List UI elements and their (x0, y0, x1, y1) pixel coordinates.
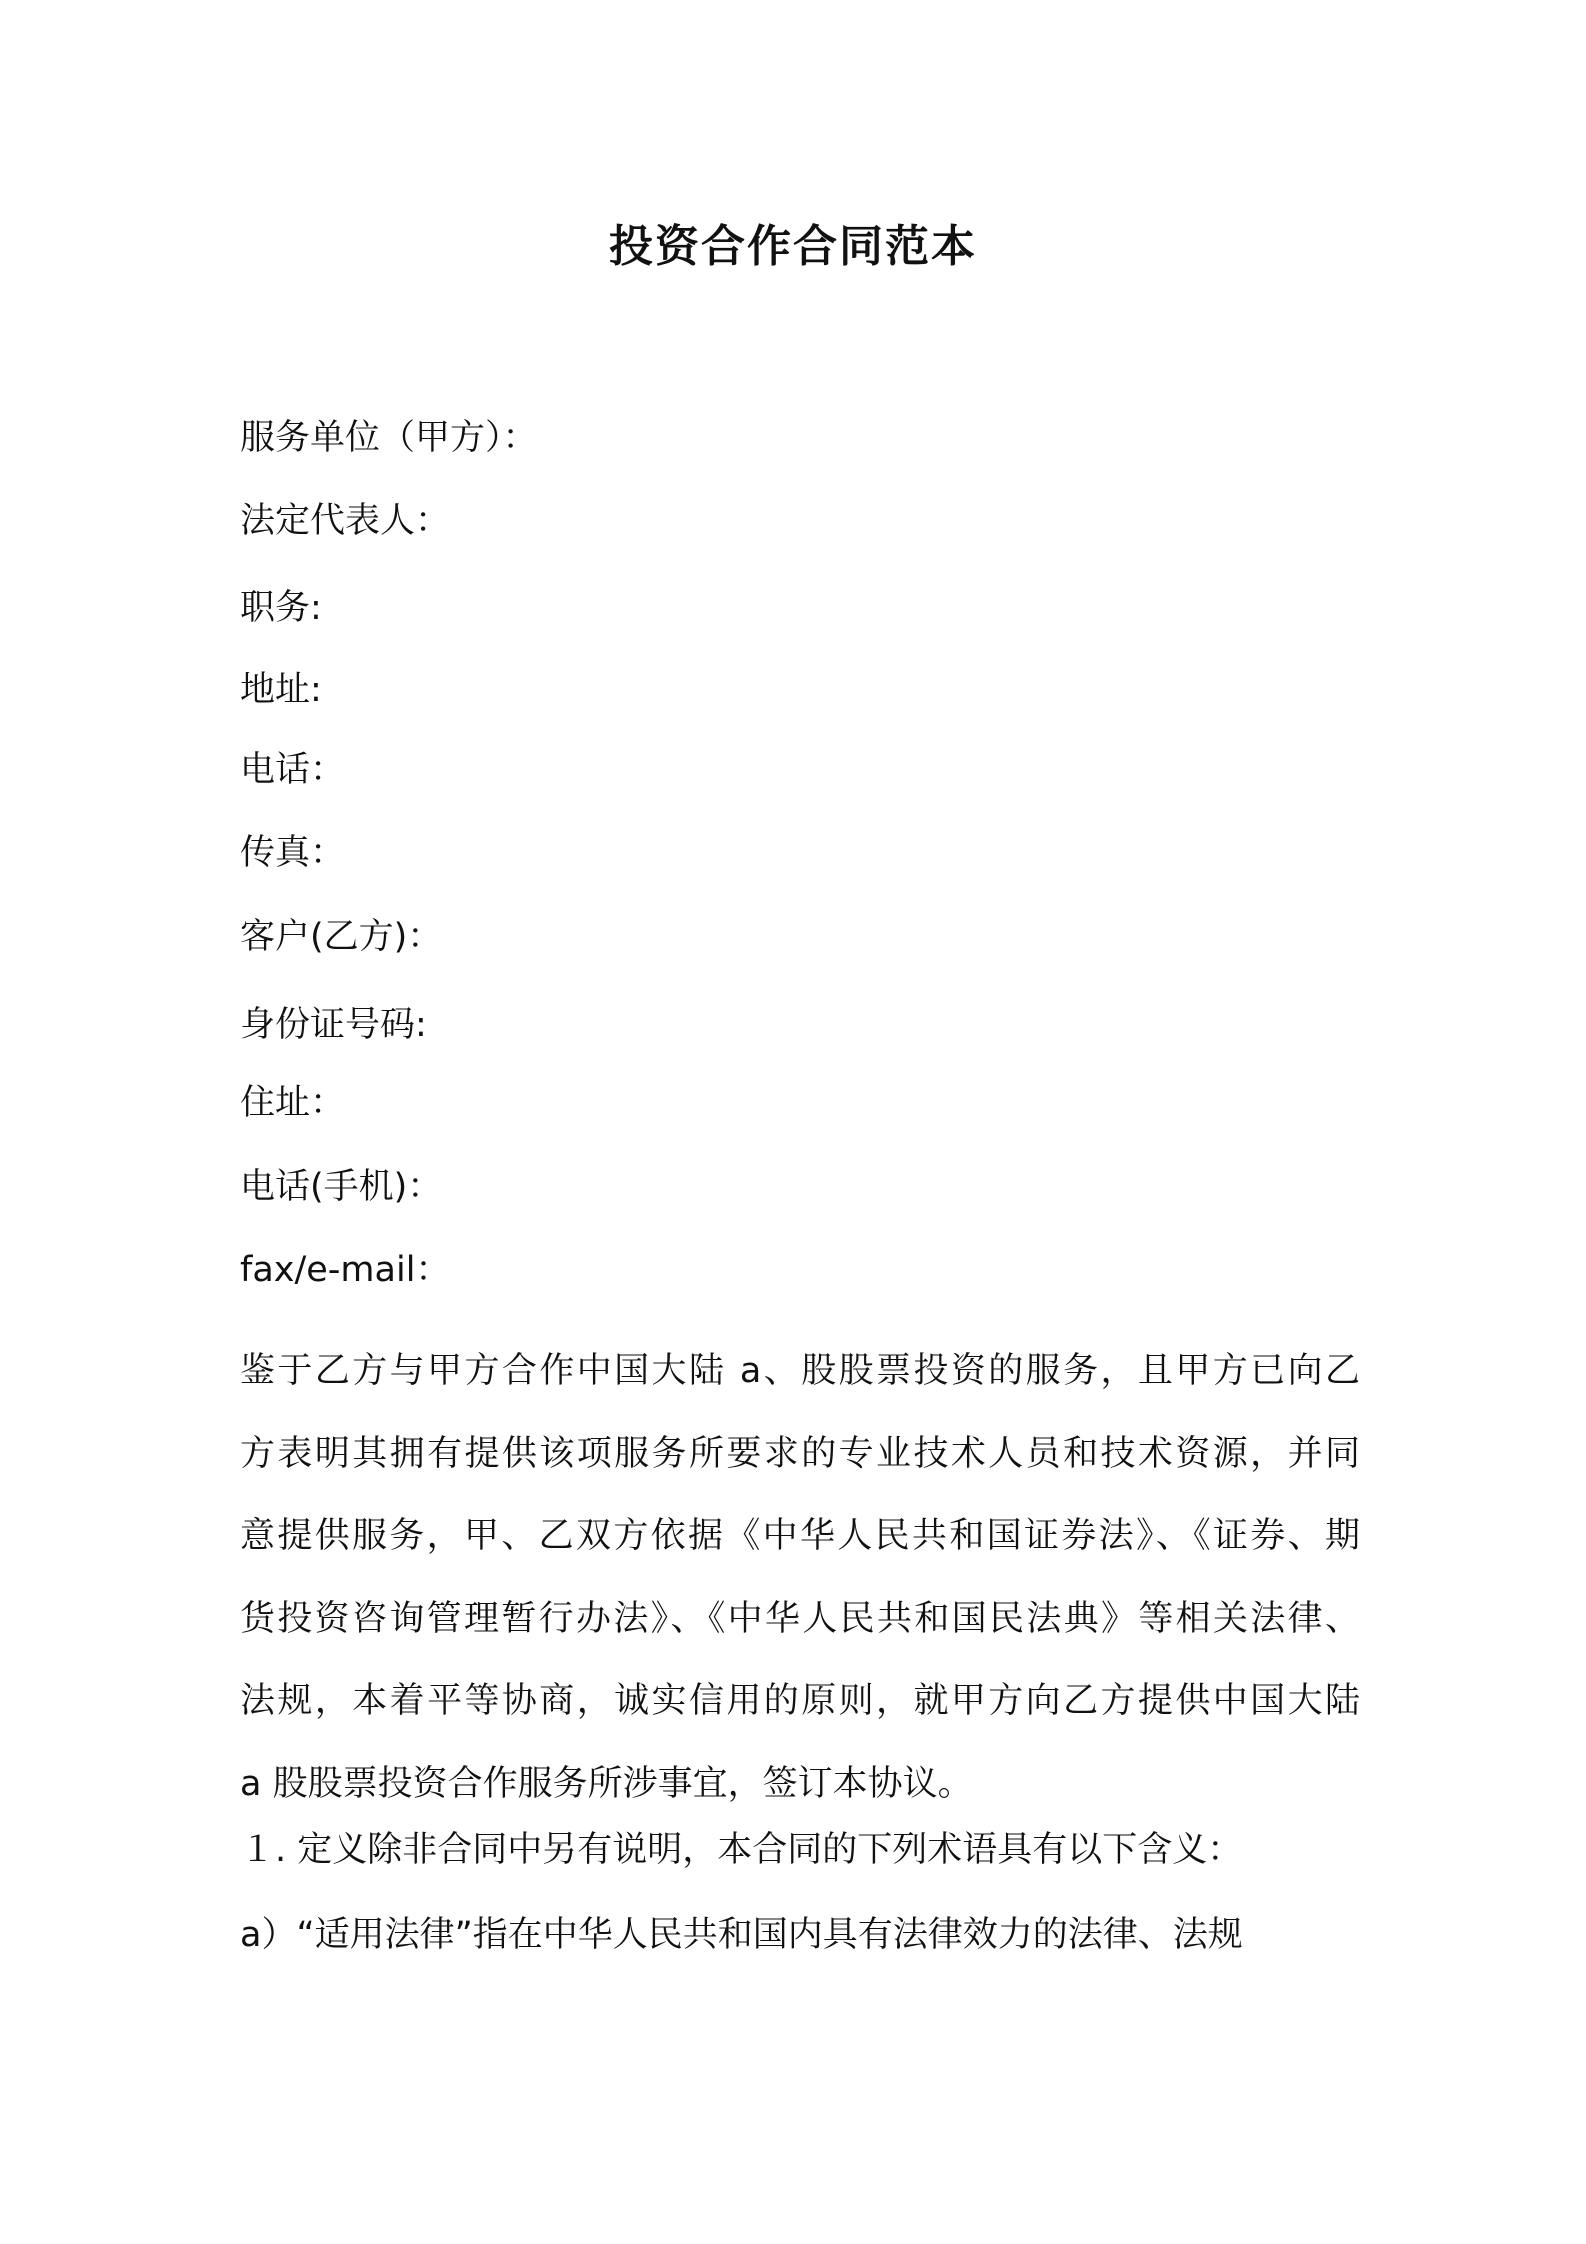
preamble-line: 法规，本着平等协商，诚实信用的原则，就甲方向乙方提供中国大陆 (240, 1681, 1360, 1721)
preamble-line: 货投资咨询管理暂行办法》、《中华人民共和国民法典》等相关法律、 (240, 1598, 1360, 1639)
field-legal-representative: 法定代表人： (240, 501, 451, 541)
definition-item-a: a）“适用法律”指在中华人民共和国内具有法律效力的法律、法规 (240, 1915, 1243, 1955)
field-mobile: 电话(手机)： (240, 1167, 443, 1207)
preamble-line: 意提供服务，甲、乙双方依据《中华人民共和国证券法》、《证券、期 (240, 1516, 1360, 1556)
field-service-unit: 服务单位（甲方）： (240, 418, 538, 458)
field-address: 地址: (240, 670, 322, 710)
preamble-paragraph (240, 1330, 1360, 1825)
definitions-heading: １. 定义除非合同中另有说明，本合同的下列术语具有以下含义： (240, 1830, 1243, 1870)
field-fax-email: fax/e-mail： (240, 1250, 451, 1290)
field-id-number: 身份证号码: (240, 1005, 427, 1045)
preamble-line: 方表明其拥有提供该项服务所要求的专业技术人员和技术资源，并同 (240, 1433, 1360, 1474)
field-residence: 住址： (240, 1083, 346, 1123)
preamble-line: 鉴于乙方与甲方合作中国大陆 a、股股票投资的服务，且甲方已向乙 (240, 1351, 1360, 1391)
field-phone: 电话： (240, 750, 346, 790)
preamble-line: a 股股票投资合作服务所涉事宜，签订本协议。 (240, 1763, 973, 1804)
field-fax: 传真： (240, 833, 346, 873)
field-position: 职务: (240, 588, 322, 628)
document-title: 投资合作合同范本 (609, 221, 977, 272)
field-client: 客户(乙方)： (240, 917, 443, 957)
